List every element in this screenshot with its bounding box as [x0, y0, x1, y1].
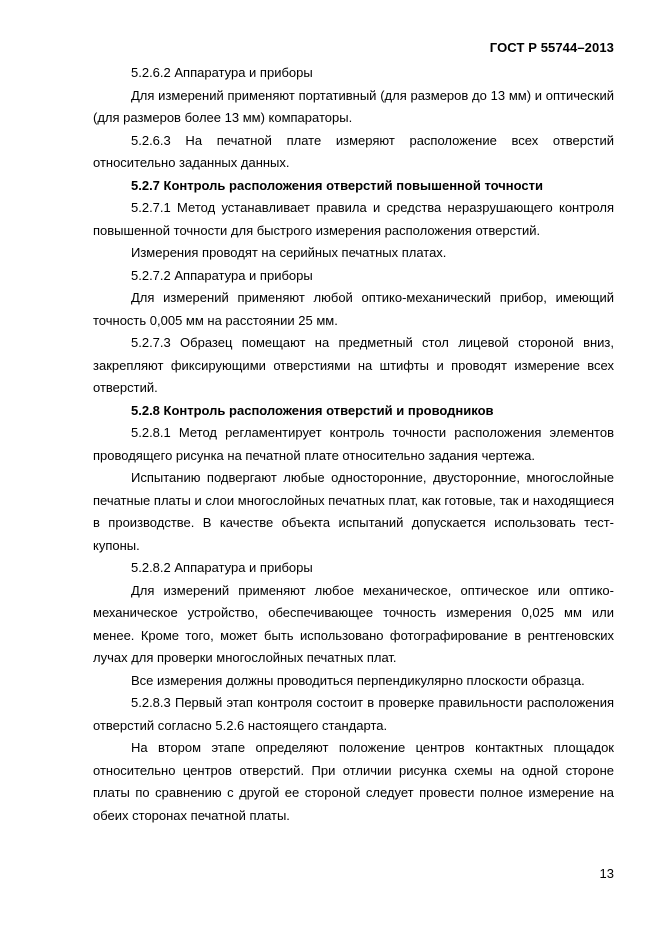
paragraph-test-objects: Испытанию подвергают любые односторонние, двусторонние, многослойные печатные платы и слои многослойных печатных плат, как готовые, так и находящиеся в производстве. В качестве объекта испытаний допускается использовать тест-купоны. — [93, 470, 614, 553]
subsection-heading-5-2-6-2: 5.2.6.2 Аппаратура и приборы — [131, 65, 313, 80]
page-number: 13 — [599, 866, 614, 881]
subsection-heading-5-2-8-2: 5.2.8.2 Аппаратура и приборы — [131, 560, 313, 575]
paragraph-5-2-7-1: 5.2.7.1 Метод устанавливает правила и средства неразрушающего контроля повышенной точности для быстрого измерения расположения отверстий. — [93, 200, 614, 238]
paragraph-comparators: Для измерений применяют портативный (для размеров до 13 мм) и оптический (для размеров более 13 мм) компараторы. — [93, 87, 614, 125]
subsection-heading-5-2-7-2: 5.2.7.2 Аппаратура и приборы — [131, 267, 313, 283]
section-heading-5-2-8: 5.2.8 Контроль расположения отверстий и проводников — [131, 402, 494, 418]
paragraph-5-2-8-1: 5.2.8.1 Метод регламентирует контроль точности расположения элементов проводящего рисунка на печатной плате относительно задания чертежа. — [93, 425, 614, 463]
paragraph-serial-boards: Измерения проводят на серийных печатных платах. — [131, 245, 447, 260]
paragraph-second-stage: На втором этапе определяют положение центров контактных площадок относительно центров отверстий. При отличии рисунка схемы на одной стороне платы по сравнению с другой ее стороной следует провести полное измерение на обеих сторонах печатной платы. — [93, 740, 614, 823]
document-body — [93, 62, 614, 827]
paragraph-perpendicular: Все измерения должны проводиться перпендикулярно плоскости образца. — [131, 672, 585, 688]
section-heading-5-2-7: 5.2.7 Контроль расположения отверстий повышенной точности — [131, 177, 544, 193]
paragraph-optical-device: Для измерений применяют любой оптико-механический прибор, имеющий точность 0,005 мм на расстоянии 25 мм. — [93, 290, 614, 328]
document-header-code: ГОСТ Р 55744–2013 — [489, 40, 614, 55]
paragraph-5-2-6-3: 5.2.6.3 На печатной плате измеряют расположение всех отверстий относительно заданных данных. — [93, 132, 614, 170]
paragraph-5-2-8-3: 5.2.8.3 Первый этап контроля состоит в проверке правильности расположения отверстий согласно 5.2.6 настоящего стандарта. — [93, 695, 614, 733]
paragraph-measurement-devices: Для измерений применяют любое механическое, оптическое или оптико-механическое устройство, обеспечивающее точность измерения 0,025 мм или менее. Кроме того, может быть использовано фотографирование в рентгеновских лучах для проверки многослойных печатных плат. — [93, 582, 614, 665]
paragraph-5-2-7-3: 5.2.7.3 Образец помещают на предметный стол лицевой стороной вниз, закрепляют фиксирующими отверстиями на штифты и проводят измерение всех отверстий. — [93, 335, 614, 395]
